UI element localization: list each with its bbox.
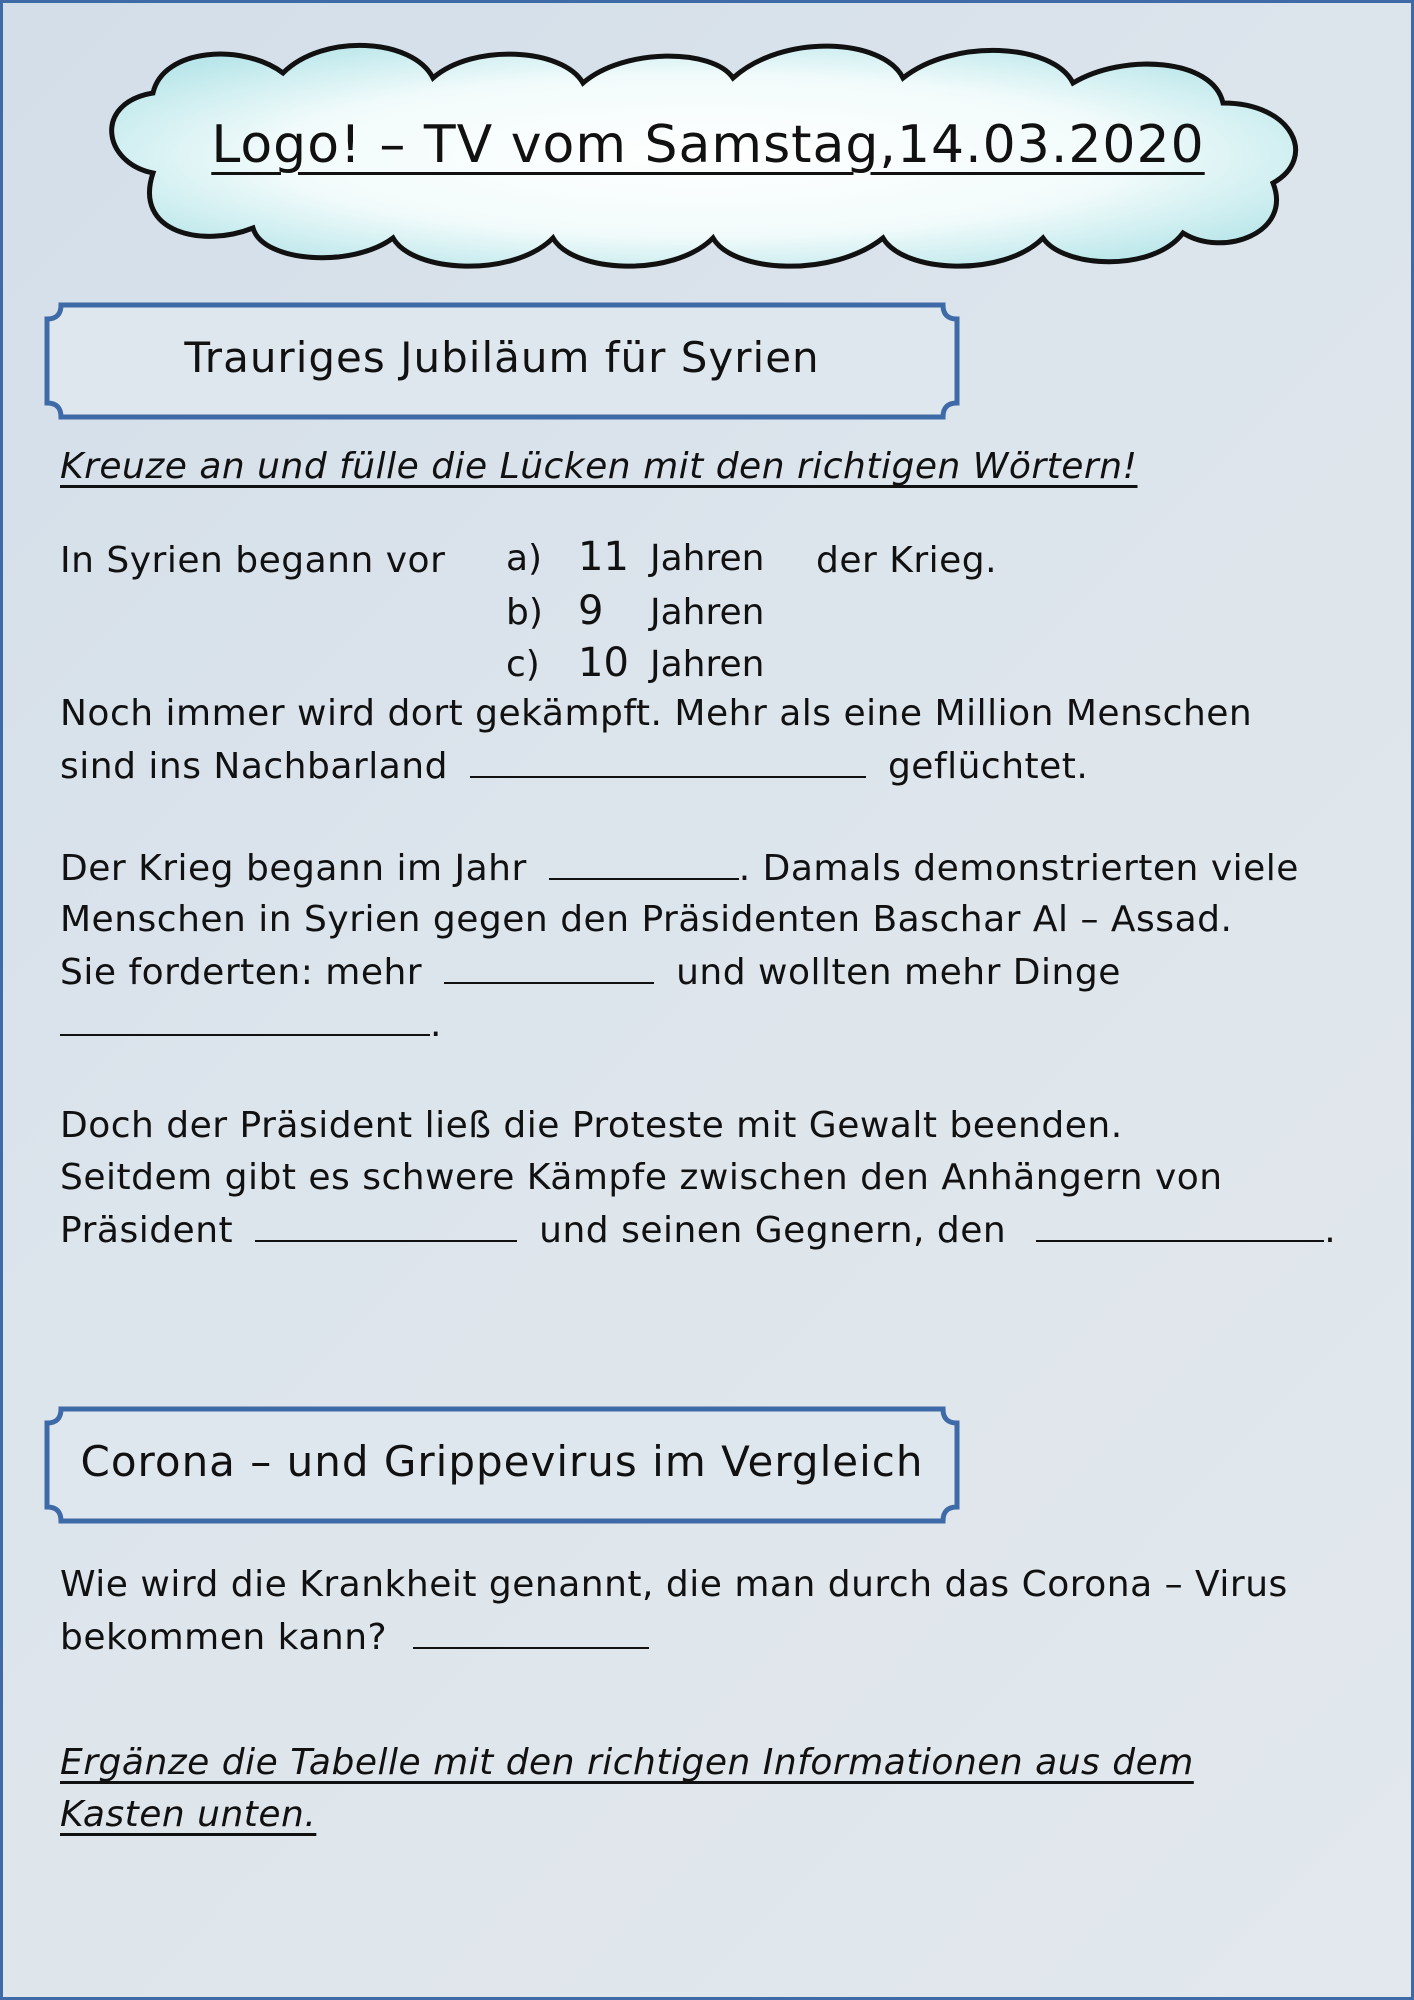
blank-jahr[interactable]: [549, 848, 739, 880]
paragraph-line: Seitdem gibt es schwere Kämpfe zwischen den Anhängern von: [60, 1157, 1223, 1198]
paragraph-line: [60, 1004, 442, 1045]
paragraph-line: [60, 1210, 1336, 1251]
blank-praesident[interactable]: [255, 1210, 517, 1242]
paragraph-line: Noch immer wird dort gekämpft. Mehr als eine Million Menschen: [60, 693, 1253, 734]
blank-gegner[interactable]: [1036, 1210, 1324, 1242]
page-title: Logo! – TV vom Samstag,14.03.2020: [211, 115, 1205, 175]
text-span: Sie forderten: mehr: [60, 952, 423, 993]
text-span: . Damals demonstrierten viele: [738, 848, 1299, 889]
section-heading-corona: Corona – und Grippevirus im Vergleich: [80, 1437, 924, 1486]
paragraph-line: Menschen in Syrien gegen den Präsidenten Baschar Al – Assad.: [60, 899, 1233, 940]
option-word: Jahren: [650, 538, 765, 579]
option-a[interactable]: [506, 534, 765, 580]
text-span: .: [1324, 1210, 1337, 1251]
text-span: und seinen Gegnern, den: [539, 1210, 1007, 1251]
blank-nachbarland[interactable]: [470, 746, 866, 778]
text-span: Präsident: [60, 1210, 234, 1251]
paragraph-line: [60, 952, 1121, 993]
option-number: 10: [578, 640, 629, 686]
option-b[interactable]: [506, 588, 765, 634]
option-word: Jahren: [650, 592, 765, 633]
option-letter: c): [506, 644, 540, 685]
option-letter: b): [506, 592, 543, 633]
paragraph-line: [60, 746, 1088, 787]
option-word: Jahren: [650, 644, 765, 685]
text-span: sind ins Nachbarland: [60, 746, 448, 787]
text-span: bekommen kann?: [60, 1617, 388, 1658]
instruction-syrien: Kreuze an und fülle die Lücken mit den richtigen Wörtern!: [60, 446, 1138, 487]
instruction-tabelle: Kasten unten.: [60, 1794, 317, 1835]
question-line: [60, 1617, 657, 1658]
text-span: und wollten mehr Dinge: [676, 952, 1121, 993]
option-number: 11: [578, 534, 629, 580]
blank-krankheit[interactable]: [413, 1617, 649, 1649]
section-heading-syrien: Trauriges Jubiläum für Syrien: [184, 333, 820, 382]
option-letter: a): [506, 538, 543, 579]
paragraph-line: Doch der Präsident ließ die Proteste mit Gewalt beenden.: [60, 1105, 1123, 1146]
paragraph-line: [60, 848, 1299, 889]
blank-dinge[interactable]: [60, 1004, 430, 1036]
blank-forderung[interactable]: [444, 952, 654, 984]
question-syrien-suffix: der Krieg.: [816, 540, 998, 581]
question-line: Wie wird die Krankheit genannt, die man durch das Corona – Virus: [60, 1564, 1288, 1605]
question-syrien-prefix: In Syrien begann vor: [60, 540, 446, 581]
text-span: .: [430, 1004, 442, 1045]
option-number: 9: [578, 588, 604, 634]
instruction-tabelle: Ergänze die Tabelle mit den richtigen Informationen aus dem: [60, 1742, 1194, 1783]
option-c[interactable]: [506, 640, 765, 686]
text-span: geflüchtet.: [887, 746, 1089, 787]
text-span: Der Krieg begann im Jahr: [60, 848, 527, 889]
